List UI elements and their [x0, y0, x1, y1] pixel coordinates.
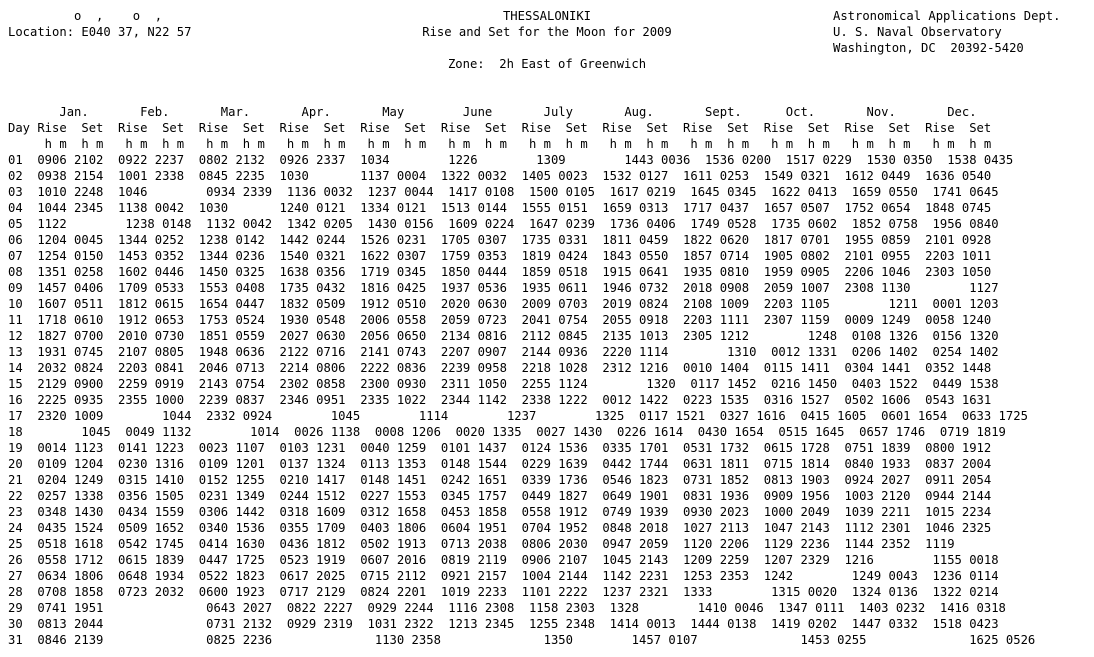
table-row: 30 0813 2044 0731 2132 0929 2319 1031 2322 1213 2345 1255 2348 1414 0013 1444 0138 1419 0202 1447 0332 1518 0423: [8, 617, 999, 631]
table-row: 29 0741 1951 0643 2027 0822 2227 0929 2244 1116 2308 1158 2303 1328 1410 0046 1347 0111 1403 0232 1416 0318: [8, 601, 1006, 615]
page-subtitle: Rise and Set for the Moon for 2009: [422, 25, 672, 39]
location-line: Location: E040 37, N22 57: [8, 25, 192, 39]
table-row: 07 1254 0150 1453 0352 1344 0236 1540 0321 1622 0307 1759 0353 1819 0424 1843 0550 1857 0714 1905 0802 2101 0955 2203 1011: [8, 249, 992, 263]
table-row: 02 0938 2154 1001 2338 0845 2235 1030 1137 0004 1322 0032 1405 0023 1532 0127 1611 0253 1549 0321 1612 0449 1636 0540: [8, 169, 992, 183]
table-row: 28 0708 1858 0723 2032 0600 1923 0717 2129 0824 2201 1019 2233 1101 2222 1237 2321 1333 1315 0020 1324 0136 1322 0214: [8, 585, 999, 599]
table-row: 31 0846 2139 0825 2236 1130 2358 1350 1457 0107 1453 0255 1625 0526: [8, 633, 1036, 647]
table-row: 06 1204 0045 1344 0252 1238 0142 1442 0244 1526 0231 1705 0307 1735 0331 1811 0459 1822 0620 1817 0701 1955 0859 2101 0928: [8, 233, 992, 247]
rise-set-header-row: Day Rise Set Rise Set Rise Set Rise Set Rise Set Rise Set Rise Set Rise Set Rise Set Rise Set Rise Set Rise Set: [8, 121, 992, 135]
table-row: 04 1044 2345 1138 0042 1030 1240 0121 1334 0121 1513 0144 1555 0151 1659 0313 1717 0437 1657 0507 1752 0654 1848 0745: [8, 201, 992, 215]
table-row: 24 0435 1524 0509 1652 0340 1536 0355 1709 0403 1806 0604 1951 0704 1952 0848 2018 1027 2113 1047 2143 1112 2301 1046 2325: [8, 521, 992, 535]
table-row: 25 0518 1618 0542 1745 0414 1630 0436 1812 0502 1913 0713 2038 0806 2030 0947 2059 1120 2206 1129 2236 1144 2352 1119: [8, 537, 955, 551]
org-address: Washington, DC 20392-5420: [833, 41, 1024, 55]
table-row: 19 0014 1123 0141 1223 0023 1107 0103 1231 0040 1259 0101 1437 0124 1536 0335 1701 0531 1732 0615 1728 0751 1839 0800 1912: [8, 441, 992, 455]
table-row: 26 0558 1712 0615 1839 0447 1725 0523 1919 0607 2016 0819 2119 0906 2107 1045 2143 1209 2259 1207 2329 1216 1155 0018: [8, 553, 999, 567]
time-zone-line: Zone: 2h East of Greenwich: [447, 57, 647, 71]
table-row: 15 2129 0900 2259 0919 2143 0754 2302 0858 2300 0930 2311 1050 2255 1124 1320 0117 1452 0216 1450 0403 1522 0449 1538: [8, 377, 999, 391]
table-row: 10 1607 0511 1812 0615 1654 0447 1832 0509 1912 0510 2020 0630 2009 0703 2019 0824 2108 1009 2203 1105 1211 0001 1203: [8, 297, 999, 311]
page-title: THESSALONIKI: [502, 9, 592, 23]
table-row: 11 1718 0610 1912 0653 1753 0524 1930 0548 2006 0558 2059 0723 2041 0754 2055 0918 2203 1111 2307 1159 0009 1249 0058 1240: [8, 313, 992, 327]
table-row: 21 0204 1249 0315 1410 0152 1255 0210 1417 0148 1451 0242 1651 0339 1736 0546 1823 0731 1852 0813 1903 0924 2027 0911 2054: [8, 473, 992, 487]
table-row: 27 0634 1806 0648 1934 0522 1823 0617 2025 0715 2112 0921 2157 1004 2144 1142 2231 1253 2353 1242 1249 0043 1236 0114: [8, 569, 999, 583]
table-row: 14 2032 0824 2203 0841 2046 0713 2214 0806 2222 0836 2239 0958 2218 1028 2312 1216 0010 1404 0115 1411 0304 1441 0352 1448: [8, 361, 992, 375]
table-row: 12 1827 0700 2010 0730 1851 0559 2027 0630 2056 0650 2134 0816 2112 0845 2135 1013 2305 1212 1248 0108 1326 0156 1320: [8, 329, 999, 343]
table-row: 16 2225 0935 2355 1000 2239 0837 2346 0951 2335 1022 2344 1142 2338 1222 0012 1422 0223 1535 0316 1527 0502 1606 0543 1631: [8, 393, 992, 407]
month-header-row: Jan. Feb. Mar. Apr. May June July Aug. Sept. Oct. Nov. Dec.: [8, 105, 977, 119]
table-row: 18 1045 0049 1132 1014 0026 1138 0008 1206 0020 1335 0027 1430 0226 1614 0430 1654 0515 1645 0657 1746 0719 1819: [8, 425, 1006, 439]
table-row: 13 1931 0745 2107 0805 1948 0636 2122 0716 2141 0743 2207 0907 2144 0936 2220 1114 1310 0012 1331 0206 1402 0254 1402: [8, 345, 999, 359]
org-department: Astronomical Applications Dept.: [833, 9, 1061, 23]
table-row: 17 2320 1009 1044 2332 0924 1045 1114 1237 1325 0117 1521 0327 1616 0415 1605 0601 1654 0633 1725: [8, 409, 1028, 423]
table-row: 08 1351 0258 1602 0446 1450 0325 1638 0356 1719 0345 1850 0444 1859 0518 1915 0641 1935 0810 1959 0905 2206 1046 2303 1050: [8, 265, 992, 279]
table-row: 09 1457 0406 1709 0533 1553 0408 1735 0432 1816 0425 1937 0536 1935 0611 1946 0732 2018 0908 2059 1007 2308 1130 1127: [8, 281, 999, 295]
table-row: 23 0348 1430 0434 1559 0306 1442 0318 1609 0312 1658 0453 1858 0558 1912 0749 1939 0930 2023 1000 2049 1039 2211 1015 2234: [8, 505, 992, 519]
hour-minute-header-row: h m h m h m h m h m h m h m h m h m h m h m h m h m h m h m h m h m h m h m h m h m h m h m h m: [8, 137, 992, 151]
org-observatory: U. S. Naval Observatory: [833, 25, 1002, 39]
table-row: 22 0257 1338 0356 1505 0231 1349 0244 1512 0227 1553 0345 1757 0449 1827 0649 1901 0831 1936 0909 1956 1003 2120 0944 2144: [8, 489, 992, 503]
table-row: 05 1122 1238 0148 1132 0042 1342 0205 1430 0156 1609 0224 1647 0239 1736 0406 1749 0528 1735 0602 1852 0758 1956 0840: [8, 217, 999, 231]
table-row: 01 0906 2102 0922 2237 0802 2132 0926 2337 1034 1226 1309 1443 0036 1536 0200 1517 0229 1530 0350 1538 0435: [8, 153, 1014, 167]
coordinate-degree-marks: o , o ,: [8, 9, 163, 23]
table-row: 03 1010 2248 1046 0934 2339 1136 0032 1237 0044 1417 0108 1500 0105 1617 0219 1645 0345 1622 0413 1659 0550 1741 0645: [8, 185, 999, 199]
table-row: 20 0109 1204 0230 1316 0109 1201 0137 1324 0113 1353 0148 1544 0229 1639 0442 1744 0631 1811 0715 1814 0840 1933 0837 2004: [8, 457, 992, 471]
